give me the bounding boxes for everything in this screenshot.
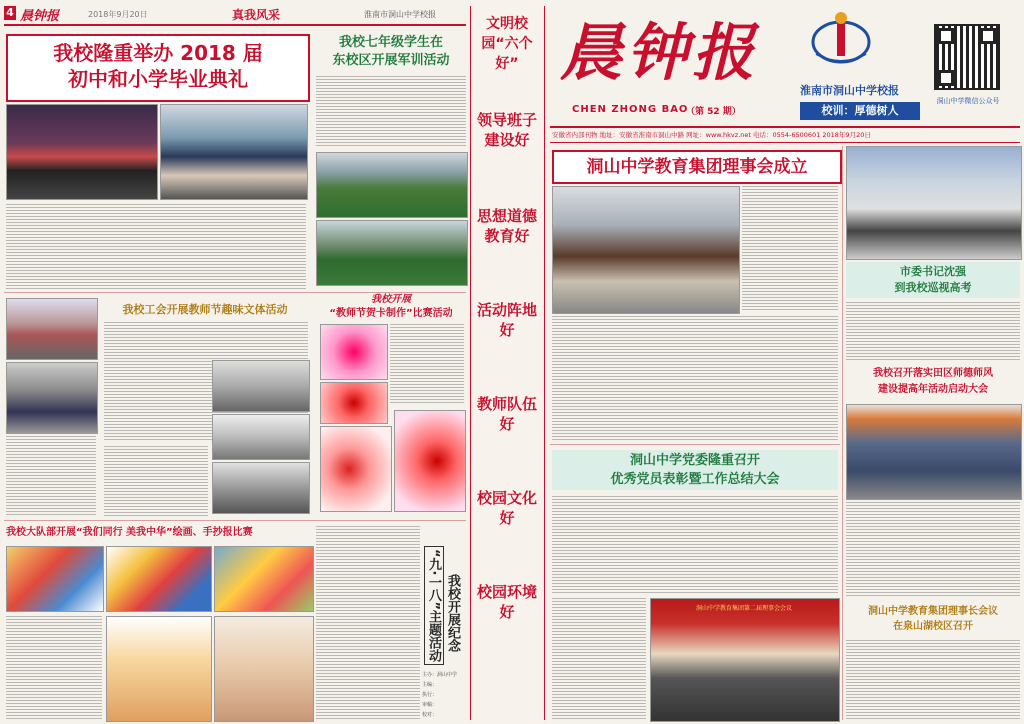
qr-code — [934, 24, 1000, 90]
military-body-text — [316, 76, 466, 148]
teachers-title-line2: 建设提高年活动启动大会 — [878, 384, 988, 395]
secretary-title-line1: 市委书记沈强 — [900, 265, 966, 278]
byline-line-2: 执行： — [422, 692, 438, 698]
military-photo-2 — [316, 220, 468, 286]
byline-sponsor: 主办：洞山中学 — [422, 672, 458, 678]
military-title-box — [316, 34, 466, 74]
council-body-text — [846, 640, 1020, 720]
military-photo-1 — [316, 152, 468, 218]
slogan-item-4: 教师队伍好 — [476, 395, 537, 433]
drawing-photo-2 — [106, 546, 212, 612]
teachers-day-card-photo-3 — [320, 426, 392, 512]
union-photo-4 — [212, 414, 310, 460]
secretary-body-text — [846, 302, 1020, 362]
info-strip — [550, 126, 1020, 143]
sep18-title-1: 我校开展纪念 — [445, 574, 460, 652]
masthead-pinyin: CHEN ZHONG BAO — [572, 104, 689, 115]
header-section: 真我风采 — [232, 8, 281, 22]
union-photo-5 — [212, 462, 310, 514]
slogan-item-2: 思想道德教育好 — [476, 207, 537, 245]
slogan-title: 文明校园“六个好” — [481, 16, 533, 72]
lead-photo — [552, 186, 740, 314]
masthead-name: 晨钟报 — [560, 16, 759, 89]
masthead-motto: 校训：厚德树人 — [800, 102, 920, 120]
union-body-text-3 — [104, 446, 208, 516]
right-page — [546, 0, 1024, 724]
union-body-text-2 — [6, 436, 96, 516]
teachers-title-line1: 我校召开落实田区师德师风 — [873, 368, 993, 379]
council-title-line1: 洞山中学教育集团理事长会议 — [868, 606, 998, 617]
graduation-body-text — [6, 204, 306, 290]
graduation-title-box — [6, 34, 310, 102]
teachers-body-text — [846, 502, 1020, 598]
council-title-box — [846, 604, 1020, 638]
teachers-day-card-photo-4 — [394, 410, 466, 512]
graduation-title-line2: 初中和小学毕业典礼 — [68, 67, 248, 91]
slogan-item-5: 校园文化好 — [476, 489, 537, 527]
left-page — [0, 0, 470, 724]
drawing-photo-5 — [214, 616, 314, 722]
union-photo-1 — [6, 298, 98, 360]
byline-line-1: 主编： — [422, 682, 438, 688]
drawing-photo-4 — [106, 616, 212, 722]
party-title-line1: 洞山中学党委隆重召开 — [629, 453, 760, 468]
teachers-day-card-photo-2 — [320, 382, 388, 424]
slogan-item-3: 活动阵地好 — [476, 301, 537, 339]
header-school-paper: 淮南市洞山中学校报 — [364, 10, 436, 19]
byline-line-3: 审稿： — [422, 702, 438, 708]
slogan-item-1: 领导班子建设好 — [476, 111, 537, 149]
info-strip-text: 安徽省内部刊物 地址：安徽省淮南市洞山中路 网址：www.hkvz.net 电话：0554-6500601 2018年9月20日 — [552, 131, 871, 139]
header-paper-name: 晨钟报 — [20, 9, 60, 24]
sep18-body-text — [316, 526, 420, 720]
lead-title: 洞山中学教育集团理事会成立 — [586, 157, 808, 177]
qr-caption: 洞山中学微信公众号 — [936, 97, 1000, 105]
byline-line-4: 校对： — [422, 712, 438, 718]
teachers-day-title: “教师节贺卡制作”比赛活动 — [329, 308, 453, 319]
party-photo-banner: 洞山中学教育集团第二届理事会会议 — [695, 605, 792, 612]
byline-box — [422, 670, 466, 720]
union-title: 我校工会开展教师节趣味文体活动 — [122, 303, 288, 316]
lead-body-text-1 — [742, 186, 838, 312]
teachers-day-body-text — [390, 324, 464, 404]
left-header — [4, 4, 466, 26]
drawing-title: 我校大队部开展“我们同行 美我中华”绘画、手抄报比赛 — [6, 527, 253, 538]
sep18-title-box — [422, 526, 466, 666]
slogan-item-6: 校园环境好 — [476, 583, 537, 621]
lead-body-text-2 — [552, 316, 838, 440]
secretary-photo — [846, 146, 1022, 260]
teachers-day-card-photo-1 — [320, 324, 388, 380]
graduation-title-line1: 我校隆重举办 2018 届 — [53, 41, 263, 65]
sep18-title-2: “九·一八”主题活动 — [424, 546, 444, 665]
drawing-photo-1 — [6, 546, 104, 612]
union-photo-3 — [212, 360, 310, 412]
school-logo — [808, 10, 874, 68]
secretary-title-box — [846, 262, 1020, 298]
party-body-text — [552, 496, 838, 594]
military-title-line2: 东校区开展军训活动 — [332, 53, 450, 68]
graduation-photo-1 — [6, 104, 158, 200]
teachers-photo — [846, 404, 1022, 500]
union-photo-2 — [6, 362, 98, 434]
council-title-line2: 在泉山湖校区召开 — [893, 621, 973, 632]
teachers-title-box — [846, 366, 1020, 402]
lead-title-box — [552, 150, 842, 184]
page-number: 4 — [4, 6, 16, 20]
secretary-title-line2: 到我校巡视高考 — [894, 281, 972, 294]
header-date: 2018年9月20日 — [88, 10, 148, 19]
masthead-school-paper: 淮南市洞山中学校报 — [800, 84, 899, 97]
drawing-body-text — [6, 616, 102, 720]
masthead-issue: （第 52 期） — [686, 107, 741, 117]
party-title-box — [552, 450, 838, 490]
military-title-line1: 我校七年级学生在 — [338, 35, 443, 50]
teachers-day-caption: 我校开展 — [371, 294, 411, 305]
teachers-day-box — [316, 290, 466, 514]
party-photo — [650, 598, 840, 722]
party-body-text-2 — [552, 598, 646, 720]
graduation-photo-2 — [160, 104, 308, 200]
party-title-line2: 优秀党员表彰暨工作总结大会 — [610, 472, 780, 487]
drawing-photo-3 — [214, 546, 314, 612]
